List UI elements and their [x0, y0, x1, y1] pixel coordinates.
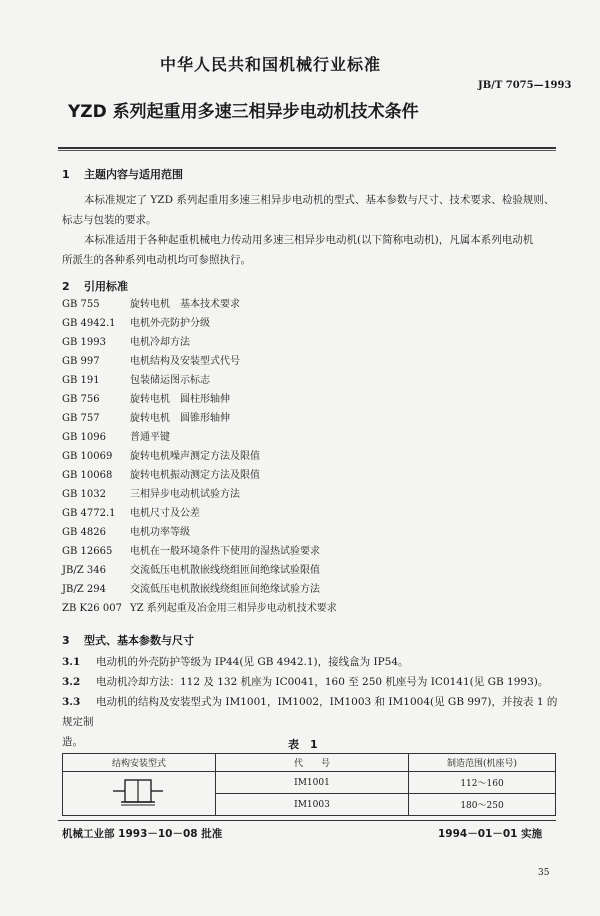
reference-code: GB 12665	[62, 546, 113, 557]
clause-3-1-text: 电动机的外壳防护等级为 IP44(见 GB 4942.1)，接线盒为 IP54。	[96, 656, 409, 668]
reference-row	[62, 333, 190, 352]
header-rule-thin	[58, 150, 556, 151]
reference-row	[62, 314, 210, 333]
reference-code: GB 1096	[62, 432, 106, 443]
reference-code: GB 4772.1	[62, 508, 116, 519]
reference-row	[62, 352, 240, 371]
reference-title: 旋转电机噪声测定方法及限值	[130, 451, 260, 462]
table-header-row	[63, 754, 556, 772]
issuing-body: 中华人民共和国机械行业标准	[160, 55, 382, 74]
section-1-body	[62, 190, 562, 270]
section-3-heading	[62, 632, 194, 648]
section-2-number: 2	[62, 280, 70, 293]
approval-date: 机械工业部 1993－10－08 批准	[62, 828, 223, 840]
reference-title: 三相异步电动机试验方法	[130, 489, 240, 500]
table-header-code: 代 号	[216, 754, 409, 772]
reference-row	[62, 466, 260, 485]
clause-3-1	[62, 652, 562, 672]
document-title: YZD 系列起重用多速三相异步电动机技术条件	[68, 102, 419, 122]
reference-title: 交流低压电机散嵌线绕组匝间绝缘试验限值	[130, 565, 320, 576]
section-2-title: 引用标准	[84, 280, 128, 293]
reference-title: 普通平键	[130, 432, 170, 443]
reference-code: GB 757	[62, 413, 100, 424]
reference-row	[62, 371, 210, 390]
clause-3-2	[62, 672, 562, 692]
structure-diagram-cell	[63, 772, 216, 816]
reference-row	[62, 523, 190, 542]
reference-row	[62, 561, 320, 580]
reference-row	[62, 485, 240, 504]
clause-3-2-text: 电动机冷却方法：112 及 132 机座为 IC0041，160 至 250 机座号为 IC0141(见 GB 1993)。	[96, 676, 549, 688]
section-1-p2-line1: 本标准适用于各种起重机械电力传动用多速三相异步电动机(以下简称电动机)，凡属本系列电动机	[84, 234, 534, 246]
section-1-number: 1	[62, 168, 70, 181]
reference-code: GB 4942.1	[62, 318, 116, 329]
table-cell-range: 180～250	[409, 794, 556, 816]
section-3-number: 3	[62, 634, 70, 647]
header-rule	[58, 147, 556, 149]
clause-3-3-line2: 造。	[62, 736, 83, 748]
table-cell-range: 112～160	[409, 772, 556, 794]
reference-code: ZB K26 007	[62, 603, 122, 614]
clause-3-3-line1: 电动机的结构及安装型式为 IM1001，IM1002，IM1003 和 IM1004(见 GB 997)，并按表 1 的规定制	[62, 696, 558, 728]
standard-code: JB/T 7075—1993	[478, 80, 572, 91]
table-1	[62, 753, 556, 816]
reference-code: GB 1032	[62, 489, 106, 500]
reference-row	[62, 542, 320, 561]
reference-row	[62, 428, 170, 447]
mounting-diagram-icon	[109, 774, 169, 810]
reference-title: 电机在一般环境条件下使用的湿热试验要求	[130, 546, 320, 557]
reference-title: 电机尺寸及公差	[130, 508, 200, 519]
clause-3-3-number: 3.3	[62, 696, 81, 708]
reference-title: 旋转电机 基本技术要求	[130, 299, 240, 310]
reference-code: GB 10069	[62, 451, 113, 462]
section-2-heading	[62, 278, 128, 294]
reference-code: GB 4826	[62, 527, 106, 538]
reference-title: 旋转电机振动测定方法及限值	[130, 470, 260, 481]
page-number: 35	[538, 868, 550, 878]
table-cell-code: IM1003	[216, 794, 409, 816]
reference-row	[62, 447, 260, 466]
reference-title: 旋转电机 圆锥形轴伸	[130, 413, 230, 424]
table-header-structure: 结构安装型式	[63, 754, 216, 772]
reference-code: GB 997	[62, 356, 100, 367]
reference-title: 电机功率等级	[130, 527, 190, 538]
reference-title: 旋转电机 圆柱形轴伸	[130, 394, 230, 405]
reference-title: 包装储运图示标志	[130, 375, 210, 386]
reference-code: JB/Z 294	[62, 584, 106, 595]
section-1-heading	[62, 166, 183, 182]
reference-code: GB 191	[62, 375, 100, 386]
reference-title: 电机冷却方法	[130, 337, 190, 348]
reference-code: GB 756	[62, 394, 100, 405]
section-1-p1-line1: 本标准规定了 YZD 系列起重用多速三相异步电动机的型式、基本参数与尺寸、技术要求、检验规则、	[84, 194, 555, 206]
reference-row	[62, 504, 200, 523]
table-row	[63, 772, 556, 794]
reference-row	[62, 390, 230, 409]
section-1-title: 主题内容与适用范围	[84, 168, 183, 181]
reference-row	[62, 409, 230, 428]
reference-title: 电机外壳防护分级	[130, 318, 210, 329]
reference-title: YZ 系列起重及冶金用三相异步电动机技术要求	[130, 603, 337, 614]
section-1-p2-line2: 所派生的各种系列电动机均可参照执行。	[62, 254, 251, 266]
reference-row	[62, 599, 337, 618]
reference-code: GB 755	[62, 299, 100, 310]
reference-code: GB 10068	[62, 470, 113, 481]
table-cell-code: IM1001	[216, 772, 409, 794]
effective-date: 1994－01－01 实施	[438, 828, 543, 840]
footer-rule	[58, 820, 556, 821]
reference-code: JB/Z 346	[62, 565, 106, 576]
table-1-caption: 表 1	[288, 738, 318, 751]
section-3-title: 型式、基本参数与尺寸	[84, 634, 194, 647]
reference-title: 交流低压电机散嵌线绕组匝间绝缘试验方法	[130, 584, 320, 595]
reference-row	[62, 295, 240, 314]
table-header-range: 制造范围(机座号)	[409, 754, 556, 772]
reference-title: 电机结构及安装型式代号	[130, 356, 240, 367]
reference-row	[62, 580, 320, 599]
section-1-p1-line2: 标志与包装的要求。	[62, 214, 157, 226]
reference-code: GB 1993	[62, 337, 106, 348]
clause-3-1-number: 3.1	[62, 656, 81, 668]
clause-3-2-number: 3.2	[62, 676, 81, 688]
